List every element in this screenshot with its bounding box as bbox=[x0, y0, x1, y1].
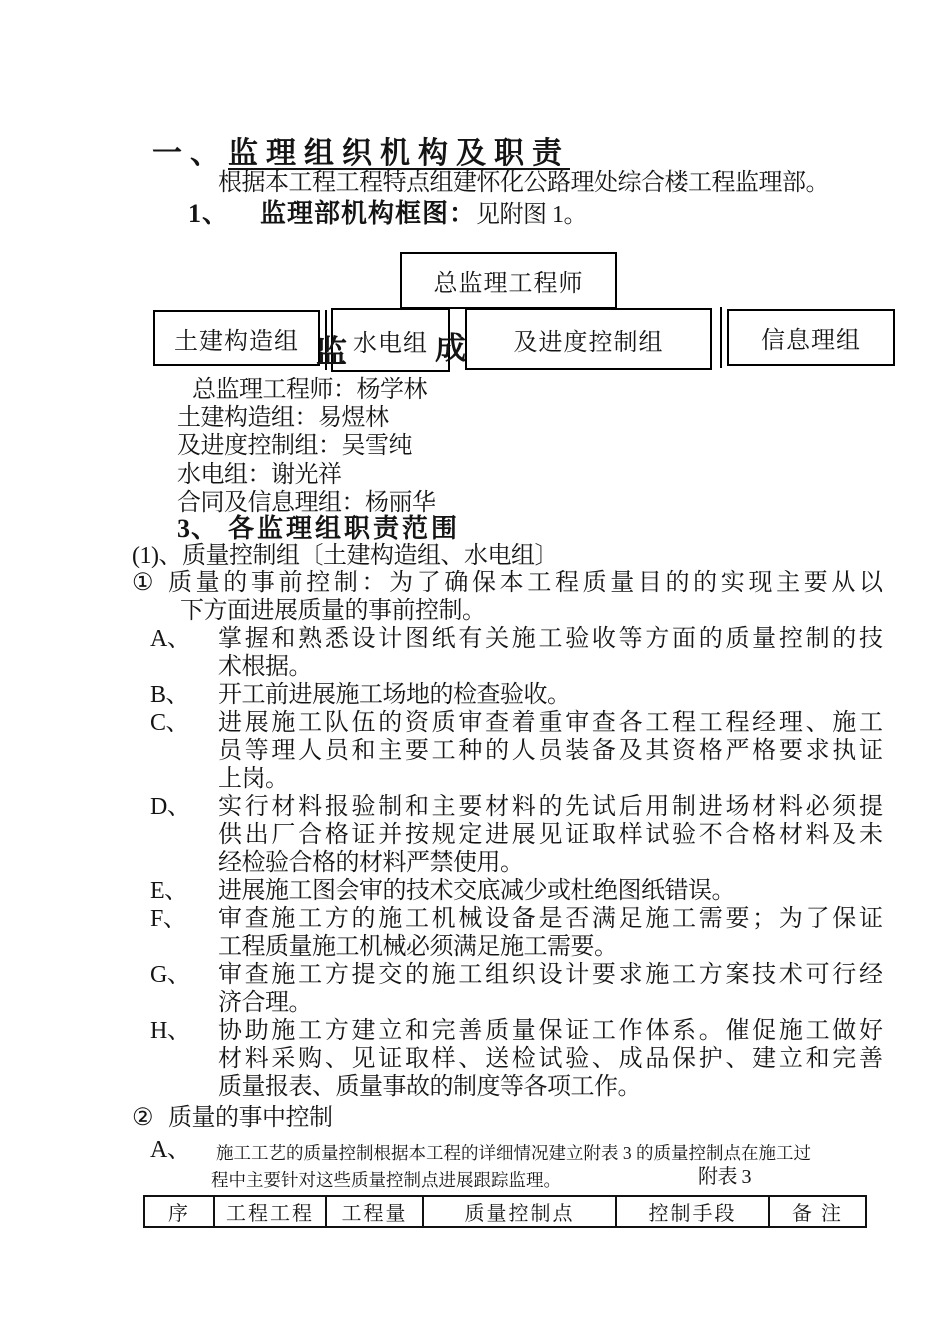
org-box-information-label: 信息理组 bbox=[761, 328, 861, 354]
table-header-seq: 序 bbox=[144, 1196, 214, 1227]
item-d-marker: D、 bbox=[150, 794, 191, 820]
section-heading-title: 监理组织机构及职责 bbox=[228, 137, 570, 170]
item-small-a-marker: A、 bbox=[150, 1137, 191, 1163]
table-header-row bbox=[144, 1196, 866, 1227]
circle2-title: 质量的事中控制 bbox=[168, 1105, 333, 1131]
intro-paragraph: 根据本工程工程特点组建怀化公路理处综合楼工程监理部。 bbox=[218, 170, 829, 196]
obscured-text-fragment-jian: 监 bbox=[316, 334, 347, 369]
item-f-line-2: 工程质量施工机械必须满足施工需要。 bbox=[218, 934, 618, 960]
item-d-line-1: 实行材料报验制和主要材料的先试后用制进场材料必须提 bbox=[218, 794, 883, 820]
section-heading-numeral: 一、 bbox=[152, 137, 228, 170]
roster-line-contract: 合同及信息理组：杨丽华 bbox=[177, 490, 436, 516]
item-small-a-line-1: 施工工艺的质量控制根据本工程的详细情况建立附表 3 的质量控制点在施工过 bbox=[216, 1143, 811, 1163]
item-e-marker: E、 bbox=[150, 878, 188, 904]
item-d-line-2: 供出厂合格证并按规定进展见证取样试验不合格材料及未 bbox=[218, 822, 883, 848]
sub1-title: 监理部机构框图： bbox=[260, 199, 477, 228]
item-h-marker: H、 bbox=[150, 1018, 191, 1044]
table-header-project: 工程工程 bbox=[214, 1196, 326, 1227]
sub3-heading bbox=[177, 514, 460, 544]
item-h-line-1: 协助施工方建立和完善质量保证工作体系。催促施工做好 bbox=[218, 1018, 883, 1044]
item-c-line-2: 员等理人员和主要工种的人员装备及其资格严格要求执证 bbox=[218, 738, 883, 764]
org-box-information bbox=[727, 309, 895, 366]
sub3-title: 各监理组职责范围 bbox=[228, 514, 461, 543]
org-box-chief bbox=[400, 252, 617, 309]
group1-heading: (1)、质量控制组〔土建构造组、水电组〕 bbox=[132, 543, 558, 569]
table-header-control-method: 控制手段 bbox=[616, 1196, 769, 1227]
item-f-line-1: 审查施工方的施工机械设备是否满足施工需要；为了保证 bbox=[218, 906, 883, 932]
roster-line-progress: 及进度控制组：吴雪纯 bbox=[177, 433, 412, 459]
roster-line-plumbing: 水电组：谢光祥 bbox=[177, 462, 342, 488]
roster-line-chief: 总监理工程师：杨学林 bbox=[192, 377, 427, 403]
item-g-line-1: 审查施工方提交的施工组织设计要求施工方案技术可行经 bbox=[218, 962, 883, 988]
org-box-progress-label: 及进度控制组 bbox=[513, 329, 664, 356]
item-d-line-3: 经检验合格的材料严禁使用。 bbox=[218, 850, 524, 876]
item-f-marker: F、 bbox=[150, 906, 187, 932]
table-header-remark: 备 注 bbox=[769, 1196, 866, 1227]
roster-line-civil: 土建构造组：易煜林 bbox=[177, 405, 389, 431]
item-c-line-3: 上岗。 bbox=[218, 766, 289, 792]
item-a-line-1: 掌握和熟悉设计图纸有关施工验收等方面的质量控制的技 bbox=[218, 626, 883, 652]
table-header-quantity: 工程量 bbox=[326, 1196, 423, 1227]
item-e-line-1: 进展施工图会审的技术交底减少或杜绝图纸错误。 bbox=[218, 878, 735, 904]
circle1-line-1: 质量的事前控制：为了确保本工程质量目的的实现主要从以 bbox=[168, 570, 883, 596]
org-box-chief-label: 总监理工程师 bbox=[433, 271, 584, 297]
org-box-civil-label: 土建构造组 bbox=[174, 328, 299, 355]
sub1-rest: 见附图 1。 bbox=[476, 202, 588, 228]
item-small-a-line-2: 程中主要针对这些质量控制点进展跟踪监理。 bbox=[211, 1170, 561, 1190]
circle1-line-2: 下方面进展质量的事前控制。 bbox=[180, 598, 486, 624]
item-a-marker: A、 bbox=[150, 626, 191, 652]
item-g-line-2: 济合理。 bbox=[218, 990, 312, 1016]
item-h-line-3: 质量报表、质量事故的制度等各项工作。 bbox=[218, 1074, 641, 1100]
item-c-line-1: 进展施工队伍的资质审查着重审查各工程工程经理、施工 bbox=[218, 710, 883, 736]
item-b-line-1: 开工前进展施工场地的检查验收。 bbox=[218, 682, 571, 708]
item-b-marker: B、 bbox=[150, 682, 190, 708]
item-a-line-2: 术根据。 bbox=[218, 654, 312, 680]
table-reference-label: 附表 3 bbox=[698, 1166, 751, 1188]
sub1-number: 1、 bbox=[188, 199, 230, 228]
quality-control-table bbox=[143, 1195, 867, 1228]
org-box-plumbing-label: 水电组 bbox=[353, 330, 428, 357]
item-g-marker: G、 bbox=[150, 962, 191, 988]
section-heading bbox=[152, 137, 570, 171]
org-box-plumbing bbox=[331, 308, 450, 372]
item-h-line-2: 材料采购、见证取样、送检试验、成品保护、建立和完善 bbox=[218, 1046, 883, 1072]
item-c-marker: C、 bbox=[150, 710, 190, 736]
circle2-marker: ② bbox=[132, 1105, 154, 1131]
org-box-progress bbox=[465, 308, 712, 370]
sub3-number: 3、 bbox=[177, 514, 219, 543]
obscured-text-fragment-cheng: 成 bbox=[435, 331, 466, 366]
sub1-heading bbox=[188, 199, 587, 229]
table-header-control-point: 质量控制点 bbox=[423, 1196, 616, 1227]
org-box-civil bbox=[153, 310, 320, 366]
circle1-marker: ① bbox=[132, 570, 154, 596]
org-connector-line-right bbox=[720, 307, 722, 368]
